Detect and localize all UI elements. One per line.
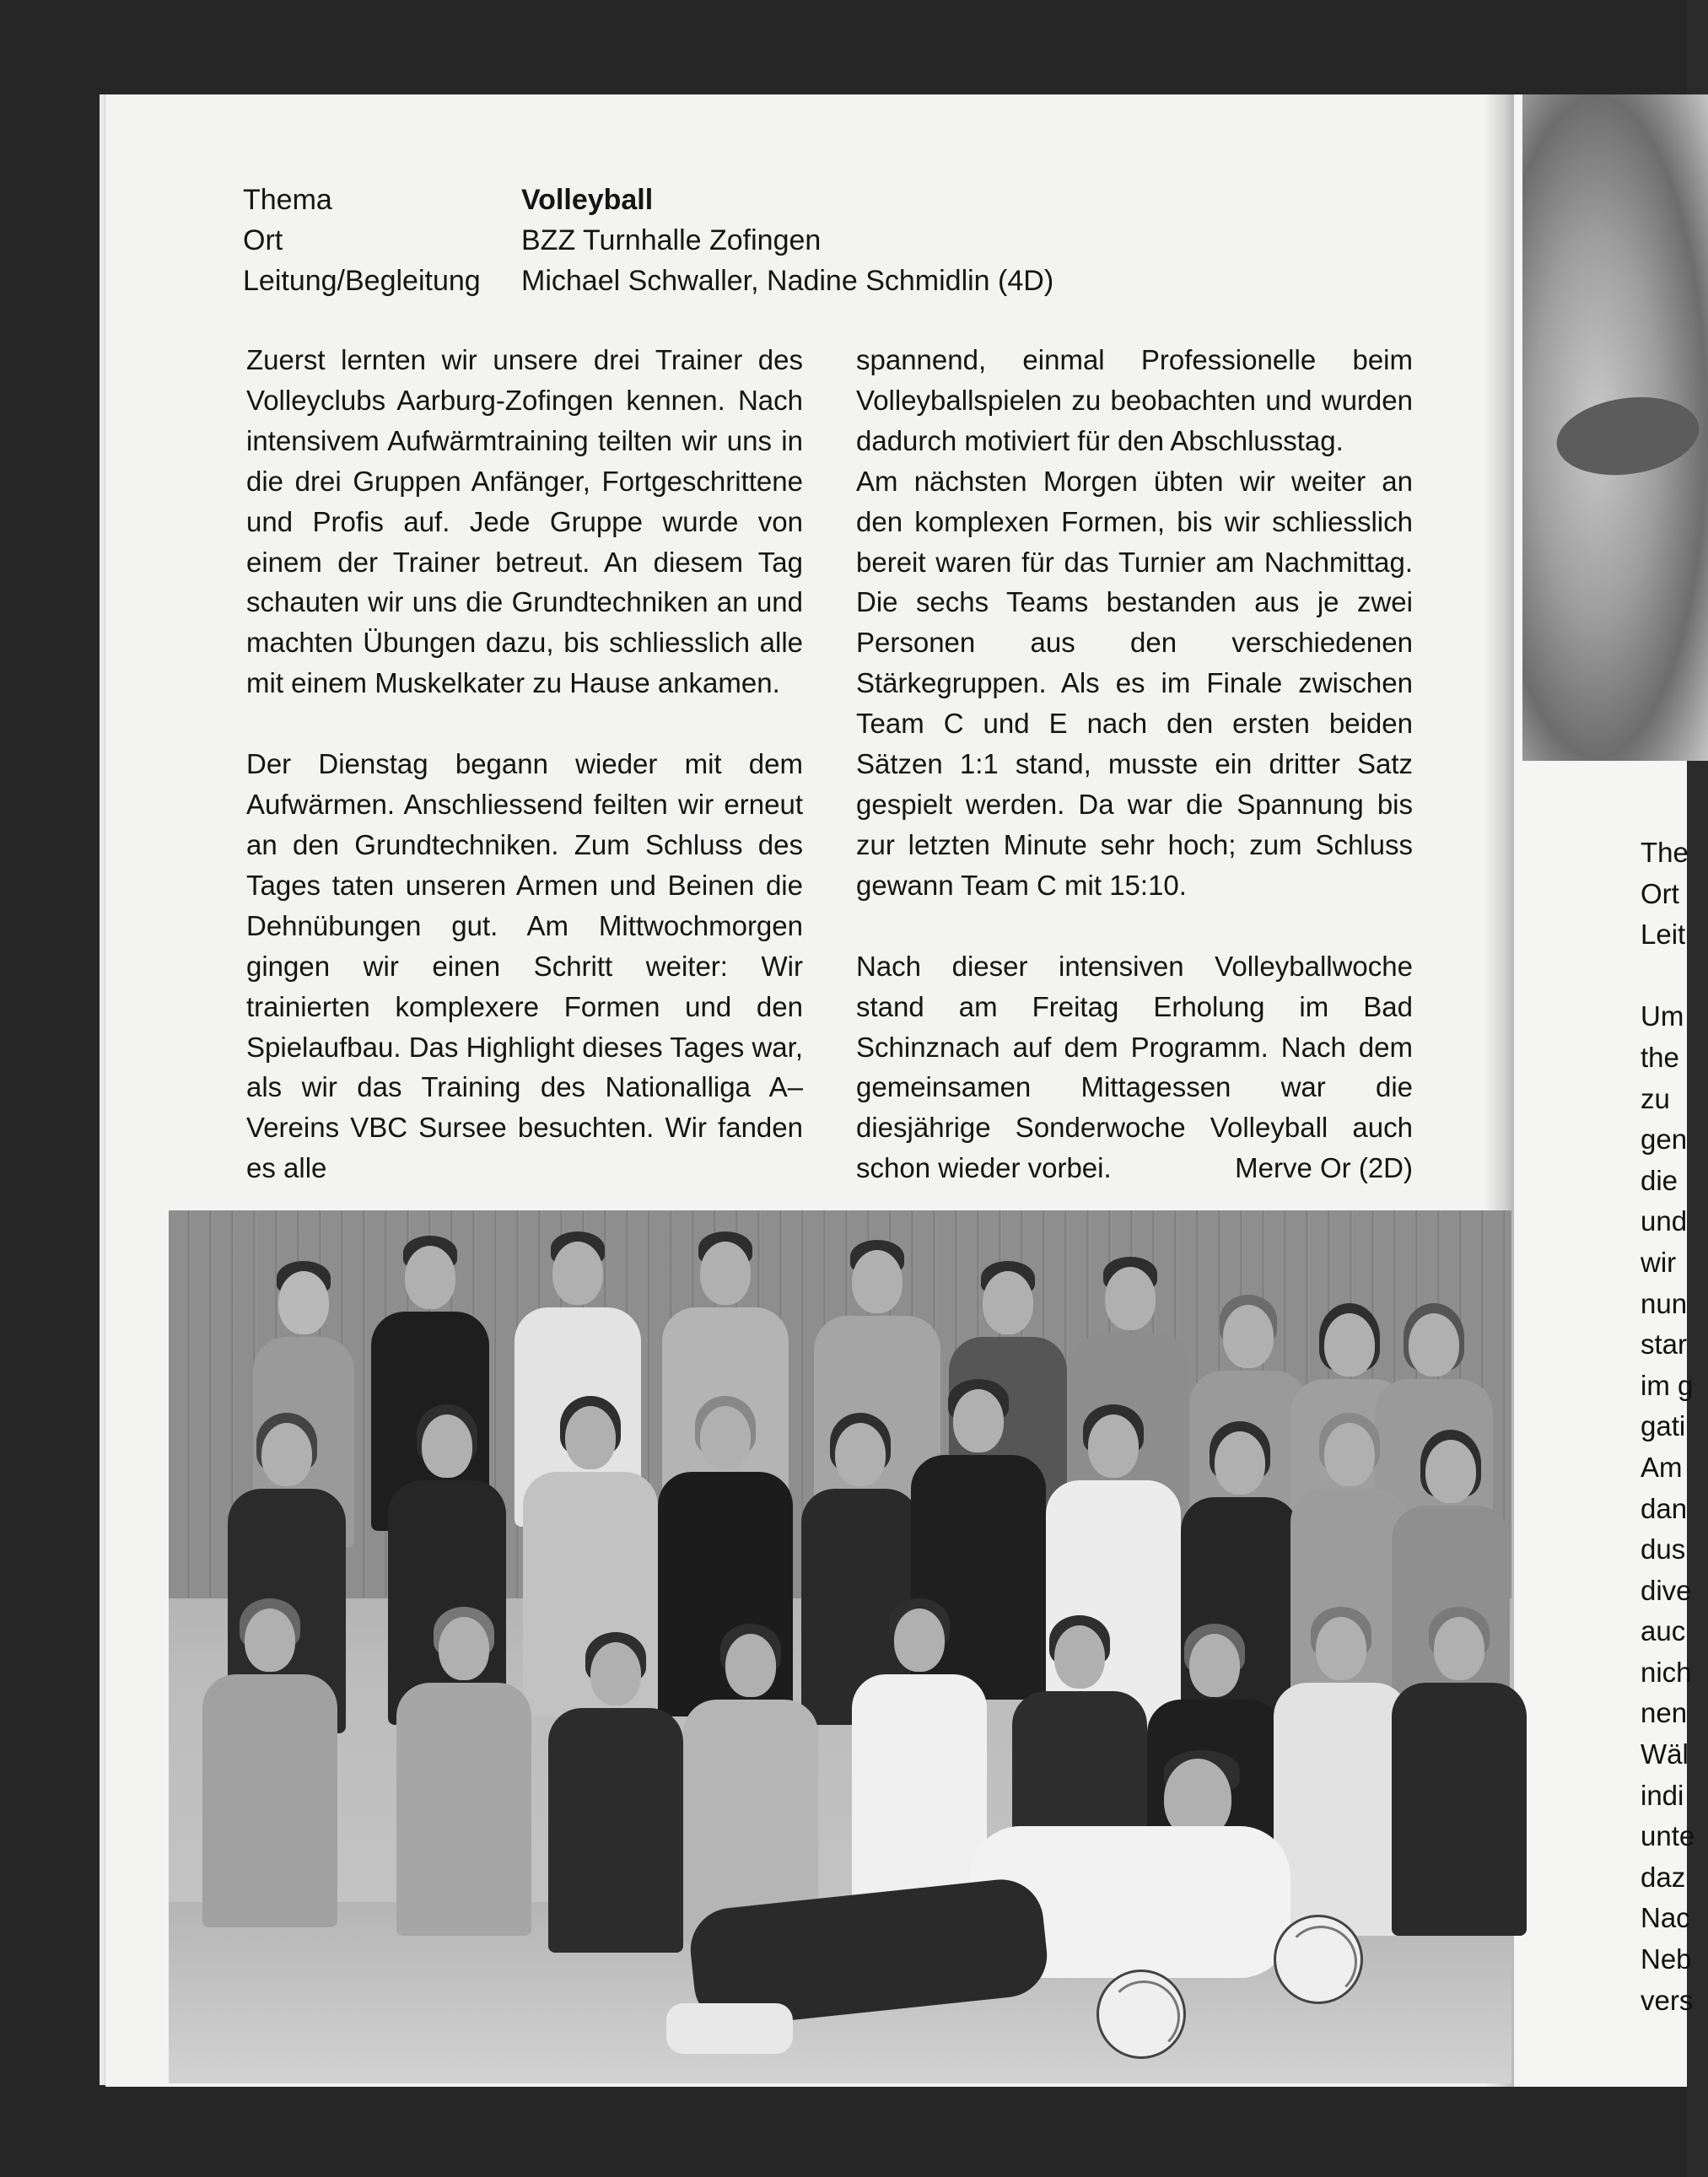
right-page [1514,94,1695,2087]
fragment: Leit [1641,919,1686,951]
fragment: indi [1641,1779,1684,1811]
article-paragraph: Der Dienstag begann wieder mit dem Aufwärmen. Anschliessend feilten wir erneut an den Grundtechniken. Zum Schluss des Tages taten unseren Armen und Beinen die Dehnübungen gut. Am Mittwochmorgen gingen wir einen Schritt weiter: Wir trainierten komplexere Formen und den Spielaufbau. Das Highlight dieses Tages war, als wir das Training des Nationalliga A–Vereins VBC Sursee besuchten. Wir fanden es alle [246,748,803,1184]
place-value: BZZ Turnhalle Zofingen [521,224,822,256]
fragment: zu [1641,1082,1670,1114]
article-paragraph: Nach dieser intensiven Volleyballwoche stand am Freitag Erholung im Bad Schinznach auf dem Programm. Nach dem gemeinsamen Mittagessen war die diesjährige Sonderwoche Volleyball auch schon wieder vorbei. [856,950,1413,1184]
fragment: star [1641,1328,1688,1361]
volleyball [1274,1915,1363,2004]
fragment: Wäl [1641,1738,1689,1770]
article-paragraph: Am nächsten Morgen übten wir weiter an den komplexen Formen, bis wir schliesslich bereit waren für das Turnier am Nachmittag. Die sechs Teams bestanden aus je zwei Personen aus den verschiedenen Stärkegruppen. Als es im Finale zwischen Team C und E nach den ersten beiden Sätzen 1:1 stand, musste ein dritter Satz gespielt werden. Da war die Spannung bis zur letzten Minute sehr hoch; zum Schluss gewann Team C mit 15:10. [856,465,1413,901]
fragment: The [1641,837,1689,868]
fragment: auc [1641,1615,1686,1647]
article-paragraph: Zuerst lernten wir unsere drei Trainer des Volleyclubs Aarburg-Zofingen kennen. Nach intensivem Aufwärmtraining teilten wir uns in die drei Gruppen Anfänger, Fortgeschrittene und Profis auf. Jede Gruppe wurde von einem der Trainer betreut. An diesem Tag schauten wir uns die Grundtechniken an und machten Übungen dazu, bis schliesslich alle mit einem Muskelkater zu Hause ankamen. [246,344,803,699]
fragment: und [1641,1205,1688,1237]
fragment: die [1641,1164,1678,1196]
fragment: unte [1641,1820,1695,1852]
fragment: nich [1641,1656,1692,1688]
right-page-photo [1522,94,1708,761]
topic-label: Thema [243,184,332,216]
fragment: dan [1641,1492,1688,1524]
fragment: Am [1641,1451,1683,1483]
fragment: gati [1641,1410,1686,1442]
fragment: the [1641,1041,1679,1073]
lead-value: Michael Schwaller, Nadine Schmidlin (4D) [521,265,1054,297]
right-page-text-fragments [1641,833,1708,2021]
fragment: dus [1641,1533,1686,1565]
fragment: Neb [1641,1943,1692,1975]
fragment: vers [1641,1984,1694,2016]
fragment: nen [1641,1697,1688,1729]
lead-label: Leitung/Begleitung [243,265,481,297]
place-label: Ort [243,224,283,256]
article-column-right [856,340,1413,1188]
article-column-left [246,340,803,1188]
fragment: gen [1641,1124,1688,1156]
fragment: nun [1641,1287,1688,1319]
fragment: dive [1641,1574,1692,1606]
volleyball [1096,1970,1186,2059]
fragment: Um [1641,1000,1684,1032]
fragment: Nac [1641,1902,1690,1934]
article-author: Merve Or (2D) [1235,1152,1413,1184]
article-closing [856,946,1413,1188]
fragment: im g [1641,1369,1694,1401]
fragment: daz [1641,1861,1686,1893]
fragment [1641,956,1708,997]
topic-value: Volleyball [521,184,654,216]
group-photo [169,1210,1511,2083]
fragment: Ort [1641,877,1679,909]
article-paragraph: spannend, einmal Professionelle beim Volleyballspielen zu beobachten und wurden dadurch motiviert für den Abschlusstag. [856,344,1413,456]
fragment: wir [1641,1246,1677,1278]
